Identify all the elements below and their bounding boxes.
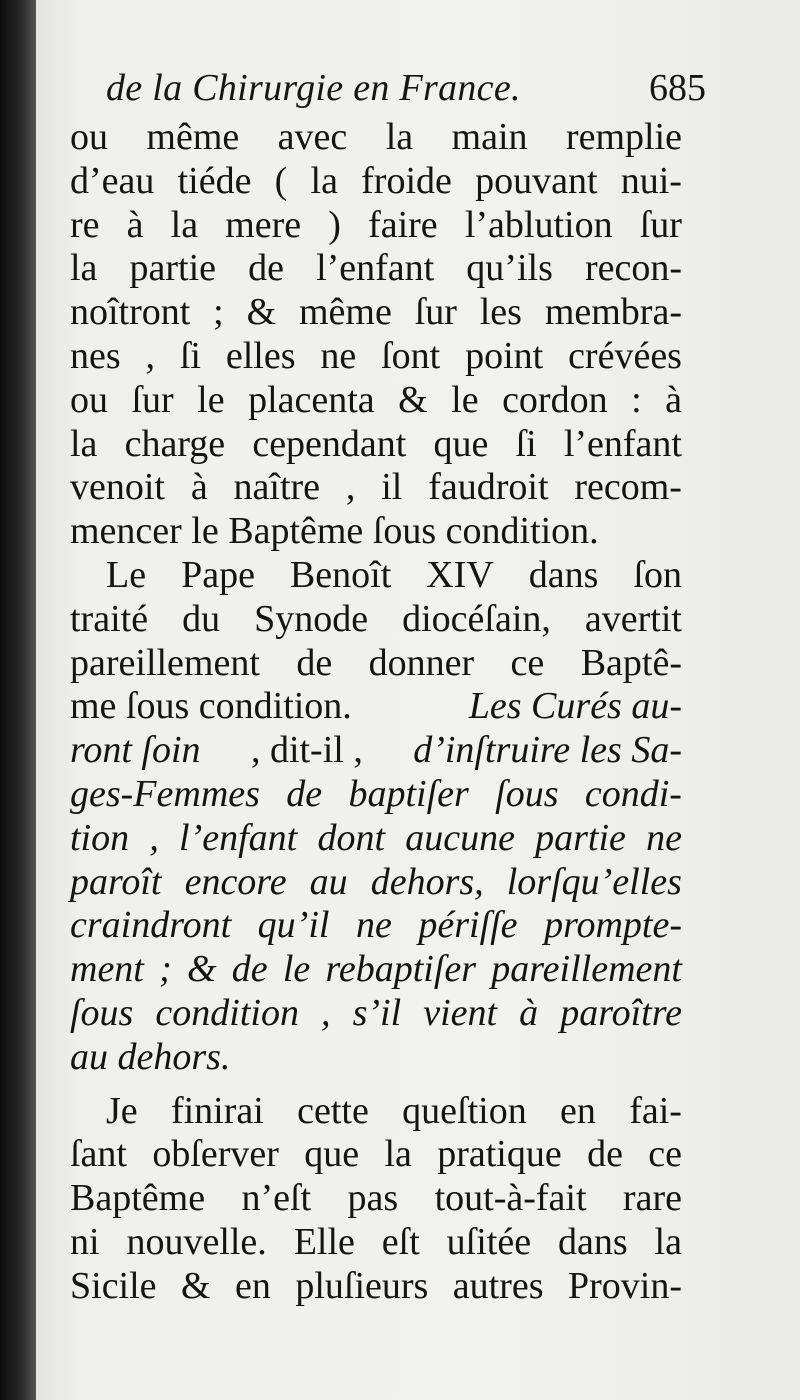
text-line: pareillement de donner ce Baptê- (70, 641, 682, 684)
text-line: re à la mere ) faire l’ablution ſur (70, 203, 682, 246)
text-line: d’eau tiéde ( la froide pouvant nui- (70, 159, 682, 202)
page-binding-shadow (0, 0, 36, 1400)
text-segment: me ſous condition. (70, 685, 352, 728)
italic-quote-segment: Les Curés au- (468, 685, 682, 728)
text-line: la charge cependant que ſi l’enfant (70, 422, 682, 465)
paragraph-2 (70, 554, 682, 1080)
text-line: ou ſur le placenta & le cordon : à (70, 378, 682, 421)
italic-quote-line: au dehors. (70, 1035, 231, 1078)
italic-quote-segment: d’inſtruire les Sa- (413, 729, 682, 772)
italic-quote-line: craindront qu’il ne périſſe prompte- (70, 904, 682, 947)
italic-quote-line: tion , l’enfant dont aucune partie ne (70, 816, 682, 859)
paragraph-gap (70, 1080, 682, 1090)
italic-quote-line: ges-Femmes de baptiſer ſous condi- (70, 772, 682, 815)
text-line: Le Pape Benoît XIV dans ſon (106, 553, 682, 596)
text-line: mencer le Baptême ſous condition. (70, 510, 599, 553)
text-segment: , dit-il , (250, 729, 363, 772)
text-line: ni nouvelle. Elle eſt uſitée dans la (70, 1220, 682, 1263)
italic-quote-segment: ront ſoin (70, 729, 201, 772)
book-page (36, 0, 800, 1400)
text-line: noîtront ; & même ſur les membra- (70, 291, 682, 334)
body-text (70, 116, 682, 1309)
text-line: ſant obſerver que la pratique de ce (70, 1133, 682, 1176)
text-line: Baptême n’eſt pas tout-à-fait rare (70, 1177, 682, 1220)
text-line: traité du Synode diocéſain, avertit (70, 597, 682, 640)
text-line: nes , ſi elles ne ſont point crévées (70, 334, 682, 377)
text-line: venoit à naître , il faudroit recom- (70, 466, 682, 509)
paragraph-3 (70, 1090, 682, 1309)
italic-quote-line: ſous condition , s’il vient à paroître (70, 991, 682, 1034)
italic-quote-line: paroît encore au dehors, lorſqu’elles (70, 860, 682, 903)
text-line: Sicile & en pluſieurs autres Provin- (70, 1264, 682, 1307)
text-line: la partie de l’enfant qu’ils recon- (70, 247, 682, 290)
running-title: de la Chirurgie en France. (106, 67, 521, 109)
paragraph-1 (70, 116, 682, 554)
italic-quote-line: ment ; & de le rebaptiſer pareillement (70, 948, 682, 991)
text-line: ou même avec la main remplie (70, 116, 682, 158)
text-line-mixed (70, 685, 682, 729)
text-line: Je finirai cette queſtion en fai- (106, 1089, 682, 1132)
text-line-mixed (70, 729, 682, 773)
page-number: 685 (649, 67, 706, 109)
